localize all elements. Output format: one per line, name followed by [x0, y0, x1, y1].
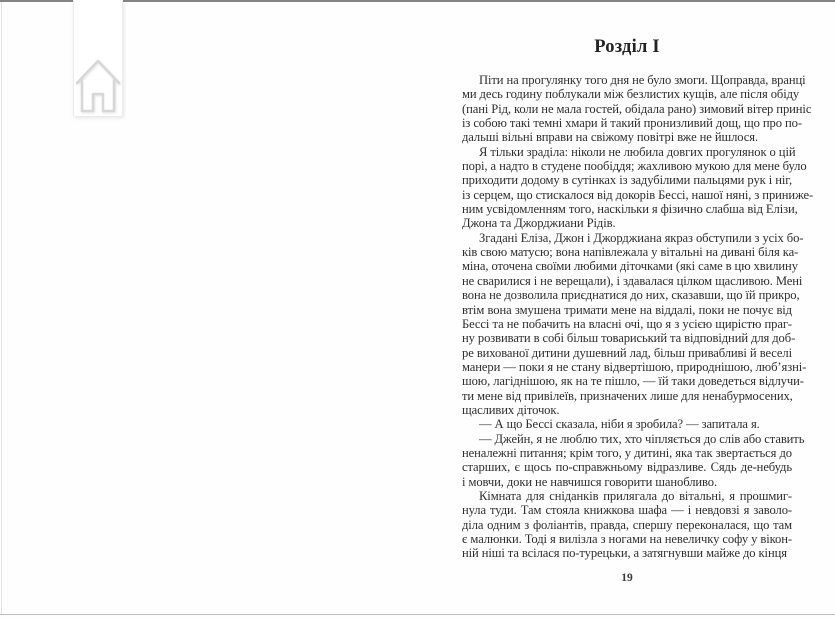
book-text-column [462, 34, 814, 584]
text-line: щасливих діточок. [462, 402, 560, 417]
text-body [462, 73, 814, 561]
text-line: манери — поки я не стану відвертішою, природнішою, люб’язні- [462, 359, 807, 374]
text-line: порі, а надто в студене пообіддя; жахливою мукою для мене було [462, 159, 807, 174]
text-line: не сварилися і не верещали), і здавалася цілком щасливою. Мені [462, 273, 803, 288]
text-line: ми десь годину поблукали між безлистих кущів, але після обіду [462, 87, 800, 102]
text-line: Піти на прогулянку того дня не було змоги. Щоправда, вранці [479, 73, 806, 87]
text-line: Кімната для сніданків прилягала до вітальні, я прошмиг- [479, 488, 792, 503]
text-line: із серцем, що стискалося від докорів Бессі, нашої няні, з приниже- [462, 187, 814, 202]
text-line: (пані Рід, коли не мала гостей, обідала рано) зимовий вітер приніс [462, 101, 812, 116]
text-line: діла одним з фоліантів, правда, спершу переконалася, що там [462, 517, 792, 532]
text-line: — Джейн, я не люблю тих, хто чіпляється до слів або ставить [479, 431, 805, 446]
text-line: ти мене від привілеїв, призначених лише для ненабурмосених, [462, 388, 793, 403]
page-number: 19 [621, 571, 633, 584]
text-line: ну розвивати в собі більш товариський та відповідний для доб- [462, 331, 796, 346]
text-line: Я тільки зраділа: ніколи не любила довгих прогулянок о цій [479, 144, 796, 159]
bottom-edge-divider [0, 614, 835, 615]
text-line: старших, є щось по-справжньому відразливе. Сядь де-небудь [462, 460, 792, 475]
text-line: — А що Бессі сказала, ніби я зробила? — запитала я. [479, 417, 760, 432]
text-line: Джона та Джорджиани Рідів. [462, 216, 616, 231]
text-line: ній ніші та всілася по-турецьки, а затягнувши майже до кінця [462, 546, 787, 561]
text-line: і мовчи, доки не навчишся говорити шанобливо. [462, 474, 718, 489]
text-line: ків свою матусю; вона напівлежала у вітальні на дивані біля ка- [462, 245, 799, 260]
home-bookmark-button[interactable] [73, 0, 123, 116]
text-line: неналежні питання; крім того, у дитині, яка так звертається до [462, 445, 792, 460]
text-line: дальші вільні вправи на свіжому повітрі вже не йшлося. [462, 130, 759, 145]
text-line: нула туди. Там стояла книжкова шафа — і невдовзі я заволо- [462, 503, 792, 518]
text-line: ним усвідомленням того, наскільки я фізично слабша від Елізи, [462, 202, 798, 217]
text-line: приходити додому в сутінках із задубілими пальцями рук і ніг, [462, 173, 792, 188]
text-line: міна, оточена своїми любими діточками (які саме в цю хвилину [462, 259, 798, 274]
chapter-title: Розділ I [594, 37, 660, 57]
text-line: шою, лагіднішою, як на те пішло, — їй таки доведеться відлучи- [462, 374, 804, 389]
text-line: Згадані Еліза, Джон і Джорджиана якраз обступили з усіх бо- [479, 230, 804, 245]
text-line: ре вихованої дитини душевний лад, більш привабливі й веселі [462, 345, 792, 360]
text-line: втім вона змушена тримати мене на віддалі, поки не почує від [462, 302, 792, 317]
text-line: є малюнки. Тоді я вилізла з ногами на невеличку софу у вікон- [462, 532, 792, 546]
top-edge-divider [0, 0, 835, 2]
text-line: Бессі та не побачить на власні очі, що я з усією щирістю праг- [462, 316, 792, 331]
text-line: із собою такі темні хмари й такий пронизливий дощ, що про по- [462, 116, 802, 131]
left-page-edge [1, 2, 2, 614]
text-line: вона не дозволила приєднатися до них, сказавши, що їй прикро, [462, 288, 800, 303]
